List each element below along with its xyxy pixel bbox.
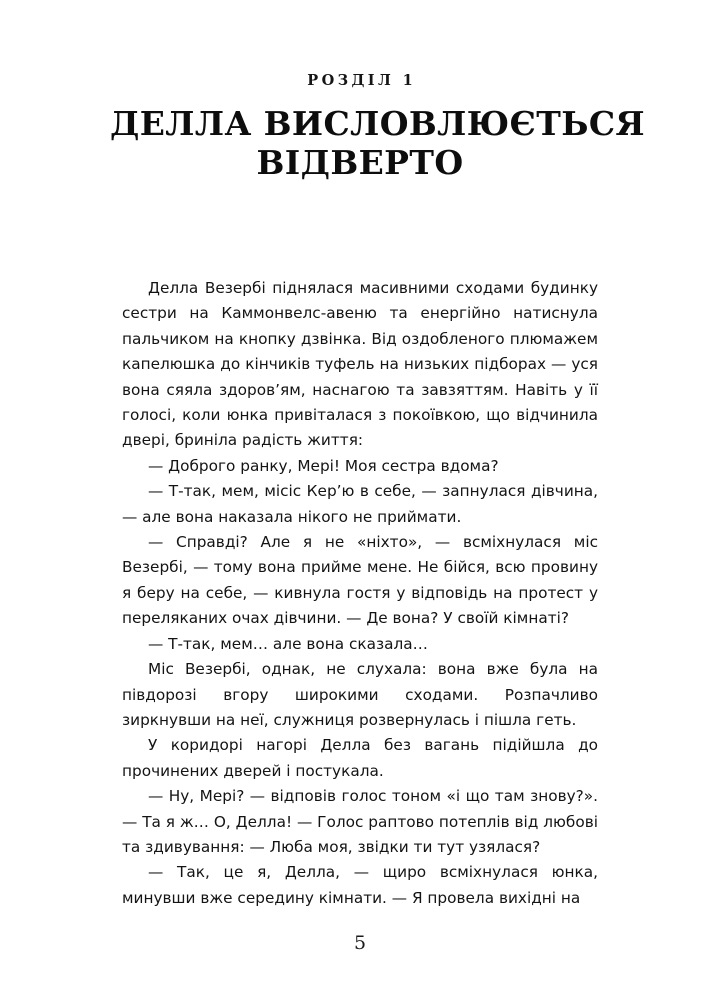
paragraph: Делла Везербі піднялася масивними сходами будинку сестри на Каммонвелс-авеню та енергійно натиснула пальчиком на кнопку дзвінка. Від оздобленого плюмажем капелюшка до кінчиків туфель на низьких підборах — уся вона сяяла здоров’ям, наснагою та завзяттям. Навіть у її голосі, коли юнка привіталася з покоївкою, що відчинила двері, бриніла радість життя: <box>122 279 598 450</box>
paragraph: Міс Везербі, однак, не слухала: вона вже була на півдорозі вгору широкими сходами. Розпачливо зиркнувши на неї, служниця розвернулась і пішла геть. <box>122 660 598 729</box>
paragraph: — Так, це я, Делла, — щиро всміхнулася юнка, минувши вже середину кімнати. — Я провела вихідні на <box>122 863 598 907</box>
chapter-heading <box>110 72 646 183</box>
paragraph: — Т-так, мем, місіс Кер’ю в себе, — запнулася дівчина, — але вона наказала нікого не приймати. <box>122 482 598 526</box>
paragraph: — Справді? Але я не «ніхто», — всміхнулася міс Везербі, — тому вона прийме мене. Не бійся, всю провину я беру на себе, — кивнула гостя у відповідь на протест у переляканих очах дівчини. — Де вона? У своїй кімнаті? <box>122 533 598 628</box>
paragraph: У коридорі нагорі Делла без вагань підійшла до прочинених дверей і постукала. <box>122 736 598 780</box>
paragraph: — Т-так, мем… але вона сказала… <box>148 634 428 653</box>
chapter-label: РОЗДІЛ 1 <box>307 72 417 89</box>
body-text <box>122 276 598 911</box>
page-title <box>110 104 646 183</box>
chapter-title-line-1: ДЕЛЛА ВИСЛОВЛЮЄТЬСЯ <box>110 104 646 144</box>
paragraph: — Ну, Мері? — відповів голос тоном «і що там знову?». — Та я ж… О, Делла! — Голос раптово потеплів від любові та здивування: — Люба моя, звідки ти тут узялася? <box>122 787 598 856</box>
paragraph: — Доброго ранку, Мері! Моя сестра вдома? <box>148 456 499 475</box>
chapter-title-line-2: ВІДВЕРТО <box>256 143 464 183</box>
page-number: 5 <box>353 932 367 954</box>
